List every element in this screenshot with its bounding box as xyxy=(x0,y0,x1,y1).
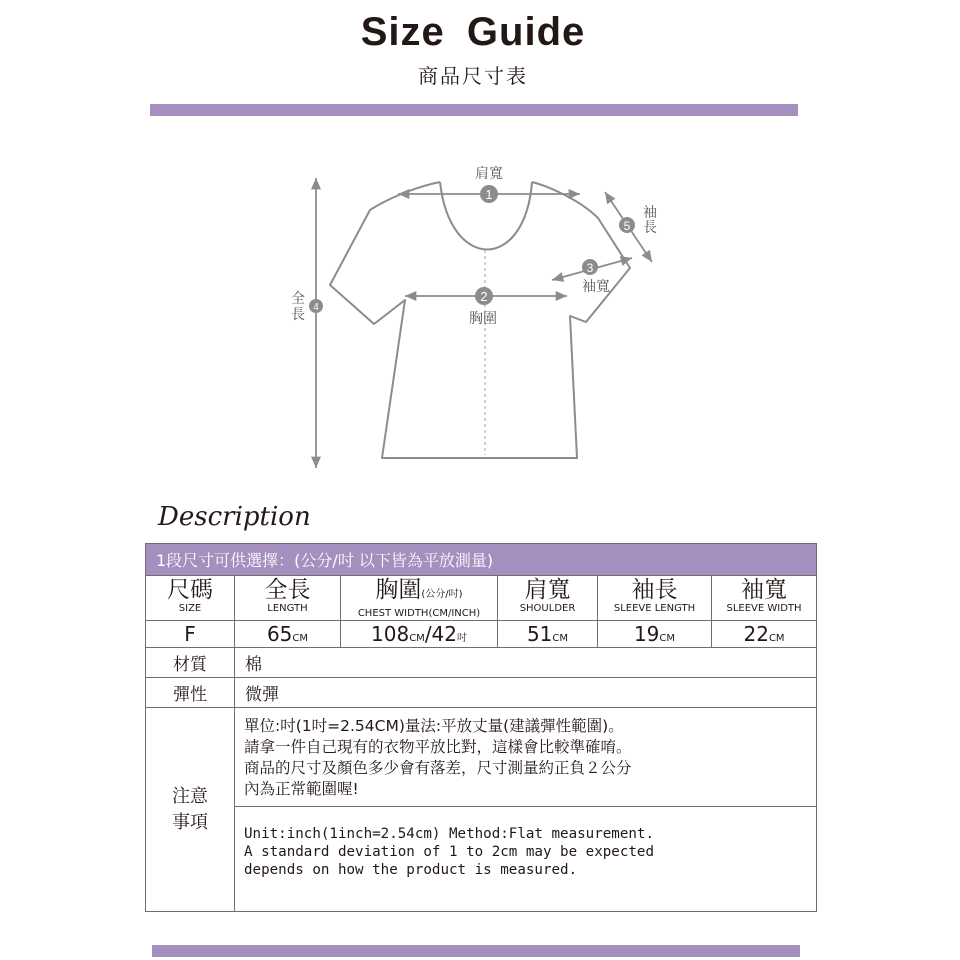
note-zh-line: 商品的尺寸及顏色多少會有落差，尺寸測量約正負２公分 xyxy=(244,759,632,777)
length-value: 65CM xyxy=(235,621,341,648)
notes-row-en xyxy=(146,807,817,912)
notes-label-line1: 注意 xyxy=(172,785,208,807)
elasticity-value: 微彈 xyxy=(235,678,817,708)
col-sleeve-length-zh: 袖長 xyxy=(631,577,678,603)
notes-row-zh xyxy=(146,708,817,807)
col-size xyxy=(146,576,235,621)
table-header: 1段尺寸可供選擇：(公分/吋 以下皆為平放測量) xyxy=(146,544,817,576)
col-sleeve-width-en: SLEEVE WIDTH xyxy=(726,603,802,614)
description-heading: Description xyxy=(158,502,311,532)
garment-diagram xyxy=(270,160,690,480)
column-headers-row xyxy=(146,576,817,621)
shoulder-label: 肩寬 xyxy=(475,166,503,182)
col-chest-en: CHEST WIDTH(CM/INCH) xyxy=(357,608,481,619)
sleeve-length-label-line2: 長 xyxy=(643,220,657,236)
col-sleeve-width-zh: 袖寬 xyxy=(741,577,788,603)
marker-1 xyxy=(480,185,498,203)
note-en-line: depends on how the product is measured. xyxy=(244,862,578,878)
marker-4 xyxy=(309,299,323,313)
notes-chinese xyxy=(235,708,817,807)
elasticity-label: 彈性 xyxy=(146,678,235,708)
col-sleeve-length xyxy=(598,576,712,621)
marker-3 xyxy=(582,259,598,275)
svg-text:5: 5 xyxy=(623,219,631,233)
top-divider-bar xyxy=(150,104,798,116)
svg-text:2: 2 xyxy=(480,289,488,304)
col-shoulder-en: SHOULDER xyxy=(519,603,576,614)
note-zh-line: 請拿一件自己現有的衣物平放比對，這樣會比較準確唷。 xyxy=(244,738,632,756)
note-en-line: Unit:inch(1inch=2.54cm) Method:Flat measurement. xyxy=(244,826,654,842)
col-chest xyxy=(341,576,498,621)
bottom-divider-bar xyxy=(152,945,800,957)
col-length xyxy=(235,576,341,621)
material-label: 材質 xyxy=(146,648,235,678)
size-table xyxy=(145,543,817,912)
length-label-line1: 全 xyxy=(291,291,305,307)
sleeve-length-label-line1: 袖 xyxy=(643,205,657,221)
notes-english xyxy=(235,807,817,912)
note-en-line: A standard deviation of 1 to 2cm may be expected xyxy=(244,844,654,860)
col-length-zh: 全長 xyxy=(264,577,311,603)
notes-label-line2: 事項 xyxy=(172,811,208,833)
col-sleeve-length-en: SLEEVE LENGTH xyxy=(613,603,696,614)
col-size-en: SIZE xyxy=(178,603,202,614)
col-size-zh: 尺碼 xyxy=(167,577,213,603)
page-subtitle: 商品尺寸表 xyxy=(418,64,528,88)
chest-label: 胸圍 xyxy=(469,311,497,327)
col-shoulder-zh: 肩寬 xyxy=(524,577,571,603)
notes-label xyxy=(146,708,235,912)
col-length-en: LENGTH xyxy=(267,603,308,614)
note-zh-line: 單位:吋(1吋=2.54CM)量法:平放丈量(建議彈性範圍)。 xyxy=(244,717,624,735)
elasticity-row xyxy=(146,678,817,708)
col-chest-zh: 胸圍 xyxy=(375,577,422,603)
col-shoulder xyxy=(498,576,598,621)
sleeve-length-value: 19CM xyxy=(598,621,712,648)
material-row xyxy=(146,648,817,678)
sleeve-width-label: 袖寬 xyxy=(582,279,610,295)
size-value: F xyxy=(146,621,235,648)
shoulder-value: 51CM xyxy=(498,621,598,648)
col-sleeve-width xyxy=(712,576,817,621)
svg-text:1: 1 xyxy=(485,187,493,202)
length-label-line2: 長 xyxy=(291,307,305,323)
page-title: Size Guide xyxy=(360,10,586,54)
material-value: 棉 xyxy=(235,648,817,678)
svg-text:3: 3 xyxy=(586,261,594,275)
marker-2 xyxy=(475,287,493,305)
table-row xyxy=(146,621,817,648)
svg-text:4: 4 xyxy=(313,302,319,313)
chest-value: 108CM/42吋 xyxy=(341,621,498,648)
marker-5 xyxy=(619,217,635,233)
note-zh-line: 內為正常範圍喔! xyxy=(244,780,359,798)
col-chest-unit: (公分/吋) xyxy=(421,589,463,600)
sleeve-width-value: 22CM xyxy=(712,621,817,648)
